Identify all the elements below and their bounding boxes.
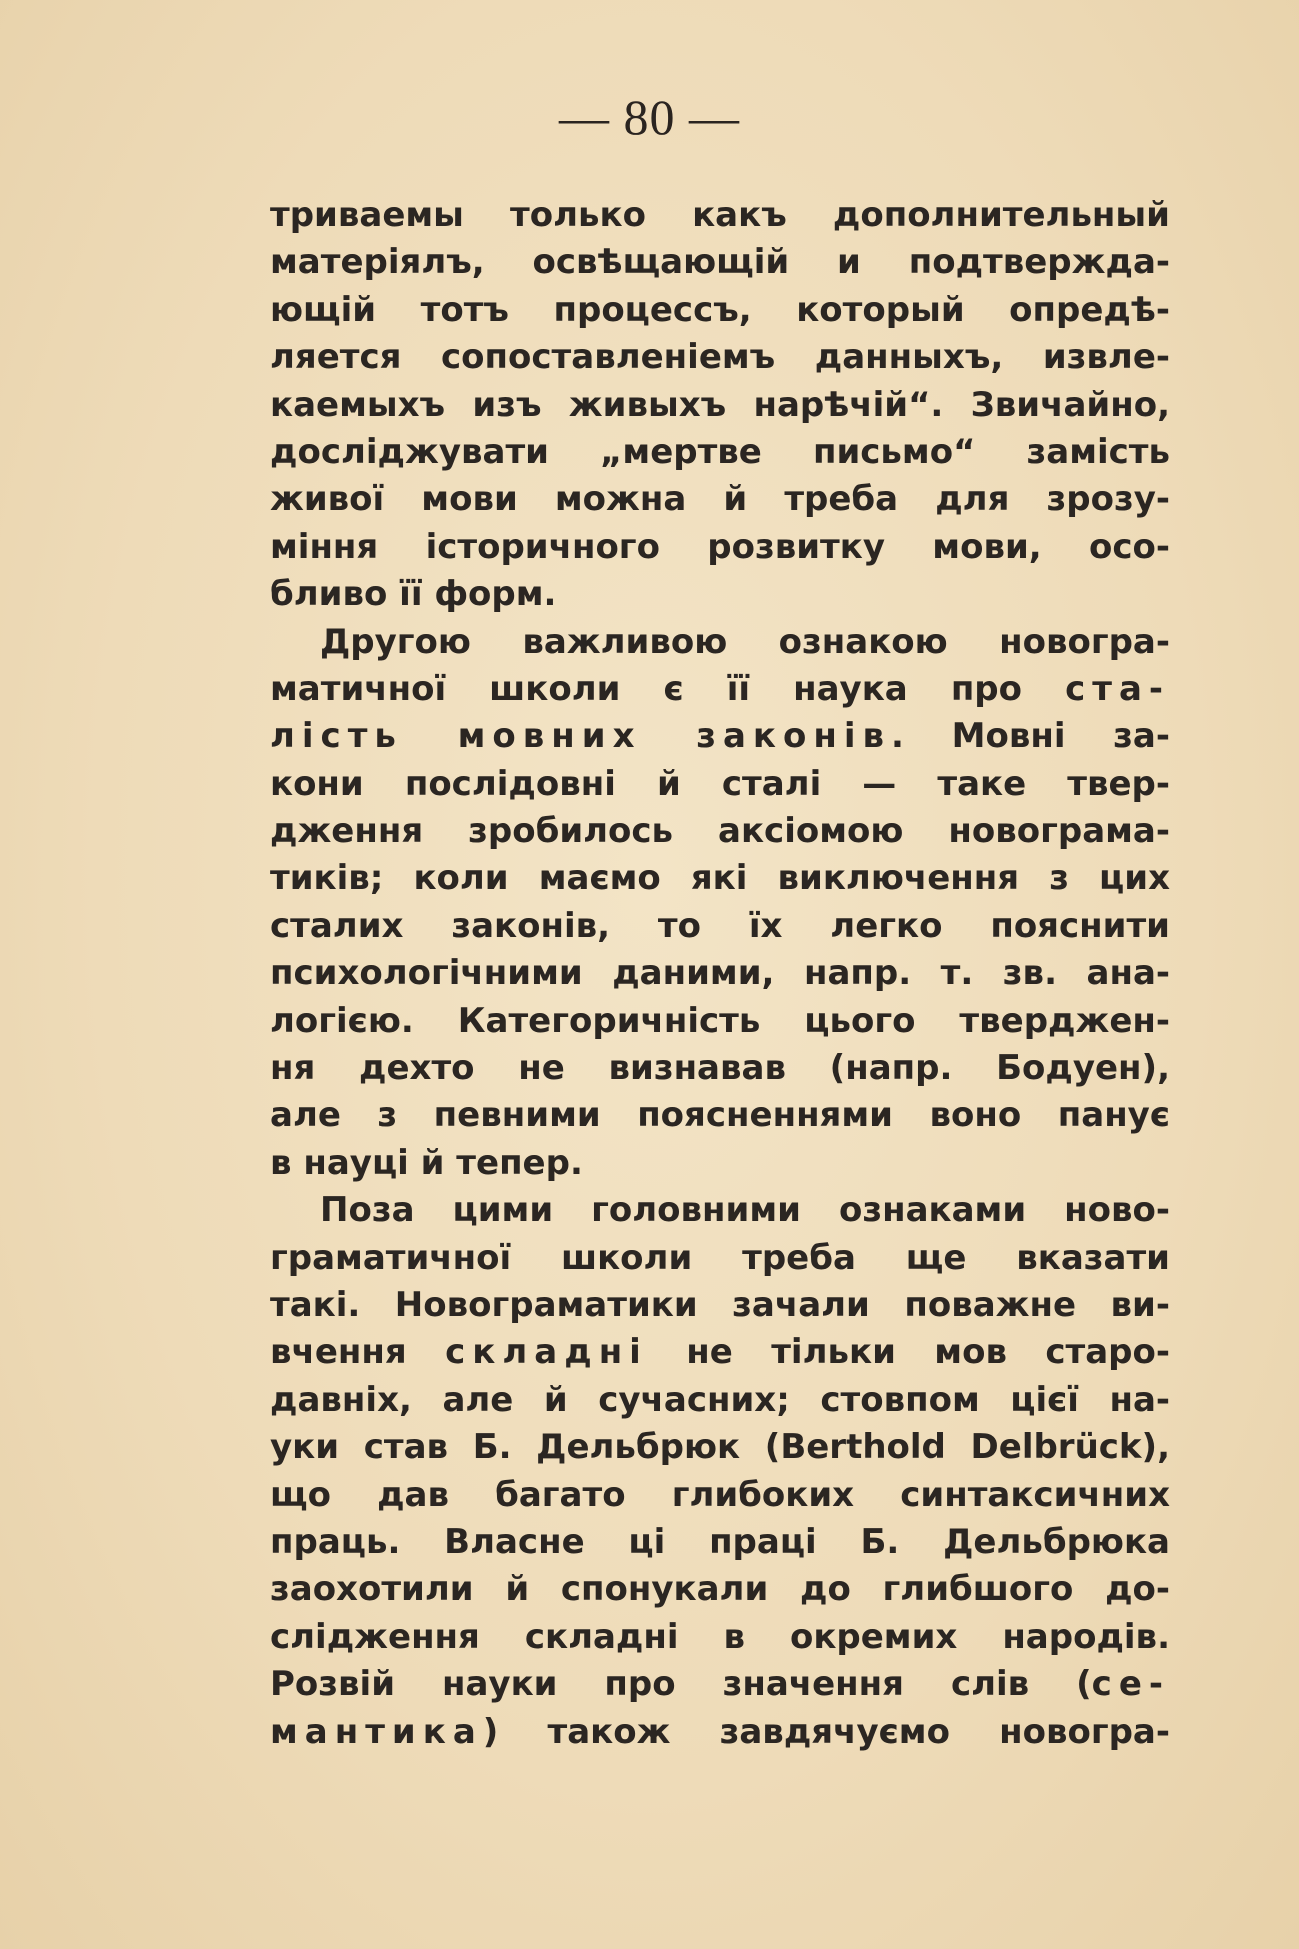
body-text [270, 192, 1170, 1756]
text-line: живої мови можна й треба для зрозу- [270, 479, 1170, 520]
spaced-emphasis: лість мовних законів [270, 716, 892, 757]
paragraph-3 [270, 1187, 1170, 1756]
text-line: триваемы только какъ дополнительный [270, 195, 1170, 235]
spaced-emphasis: мантика [270, 1711, 483, 1752]
text-line: уки став Б. Дельбрюк (Berthold Delbrück), [270, 1427, 1170, 1468]
text-line: матеріялъ, освѣщающій и подтвержда- [270, 242, 1170, 283]
text-line: ляется сопоставленіемъ данныхъ, извле- [270, 337, 1170, 378]
text-line: кони послідовні й сталі — таке твер- [270, 763, 1170, 804]
text-line: мантика) також завдячуємо новогра- [270, 1711, 1170, 1752]
text-line: слідження складні в окремих народів. [270, 1616, 1170, 1657]
text-line: бливо її форм. [270, 574, 557, 615]
text-line: заохотили й спонукали до глибшого до- [270, 1569, 1170, 1610]
text-line: психологічними даними, напр. т. зв. ана- [270, 953, 1170, 994]
text-line: граматичної школи треба ще вказати [270, 1237, 1170, 1278]
text-line: Поза цими головними ознаками ново- [320, 1190, 1170, 1231]
text-line: каемыхъ изъ живыхъ нарѣчій“. Звичайно, [270, 384, 1170, 425]
paragraph-1 [270, 192, 1170, 619]
text-line: матичної школи є її наука про ста- [270, 668, 1170, 709]
text-line: міння історичного розвитку мови, осо- [270, 526, 1170, 567]
text-line: логією. Категоричність цього тверджен- [270, 1000, 1170, 1041]
text-line: тиків; коли маємо які виключення з цих [270, 858, 1170, 899]
paragraph-2 [270, 619, 1170, 1188]
text-line: такі. Новограматики зачали поважне ви- [270, 1284, 1170, 1325]
text-line: досліджувати „мертве письмо“ замість [270, 431, 1170, 472]
text-line: вчення складні не тільки мов старо- [270, 1332, 1170, 1373]
text-line: Розвій науки про значення слів (се- [270, 1664, 1170, 1705]
spaced-emphasis: ста- [1065, 668, 1170, 709]
text-line: але з певними поясненнями воно панує [270, 1095, 1170, 1136]
text-line: сталих законів, то їх легко пояснити [270, 905, 1170, 946]
text-line: що дав багато глибоких синтаксичних [270, 1474, 1170, 1515]
text-line: лість мовних законів. Мовні за- [270, 716, 1170, 757]
text-line: ня дехто не визнавав (напр. Бодуен), [270, 1048, 1170, 1089]
text-line: в науці й тепер. [270, 1142, 583, 1183]
text-line: дження зробилось аксіомою новограма- [270, 811, 1170, 852]
text-line: давніх, але й сучасних; стовпом цієї на- [270, 1379, 1170, 1420]
text-line: ющій тотъ процессъ, который опредѣ- [270, 289, 1170, 330]
spaced-emphasis: складні [445, 1332, 648, 1373]
text-line: праць. Власне ці праці Б. Дельбрюка [270, 1521, 1170, 1562]
text-line: Другою важливою ознакою новогра- [320, 621, 1170, 662]
page-number: — 80 — [559, 89, 740, 145]
spaced-emphasis: се- [1091, 1664, 1170, 1705]
